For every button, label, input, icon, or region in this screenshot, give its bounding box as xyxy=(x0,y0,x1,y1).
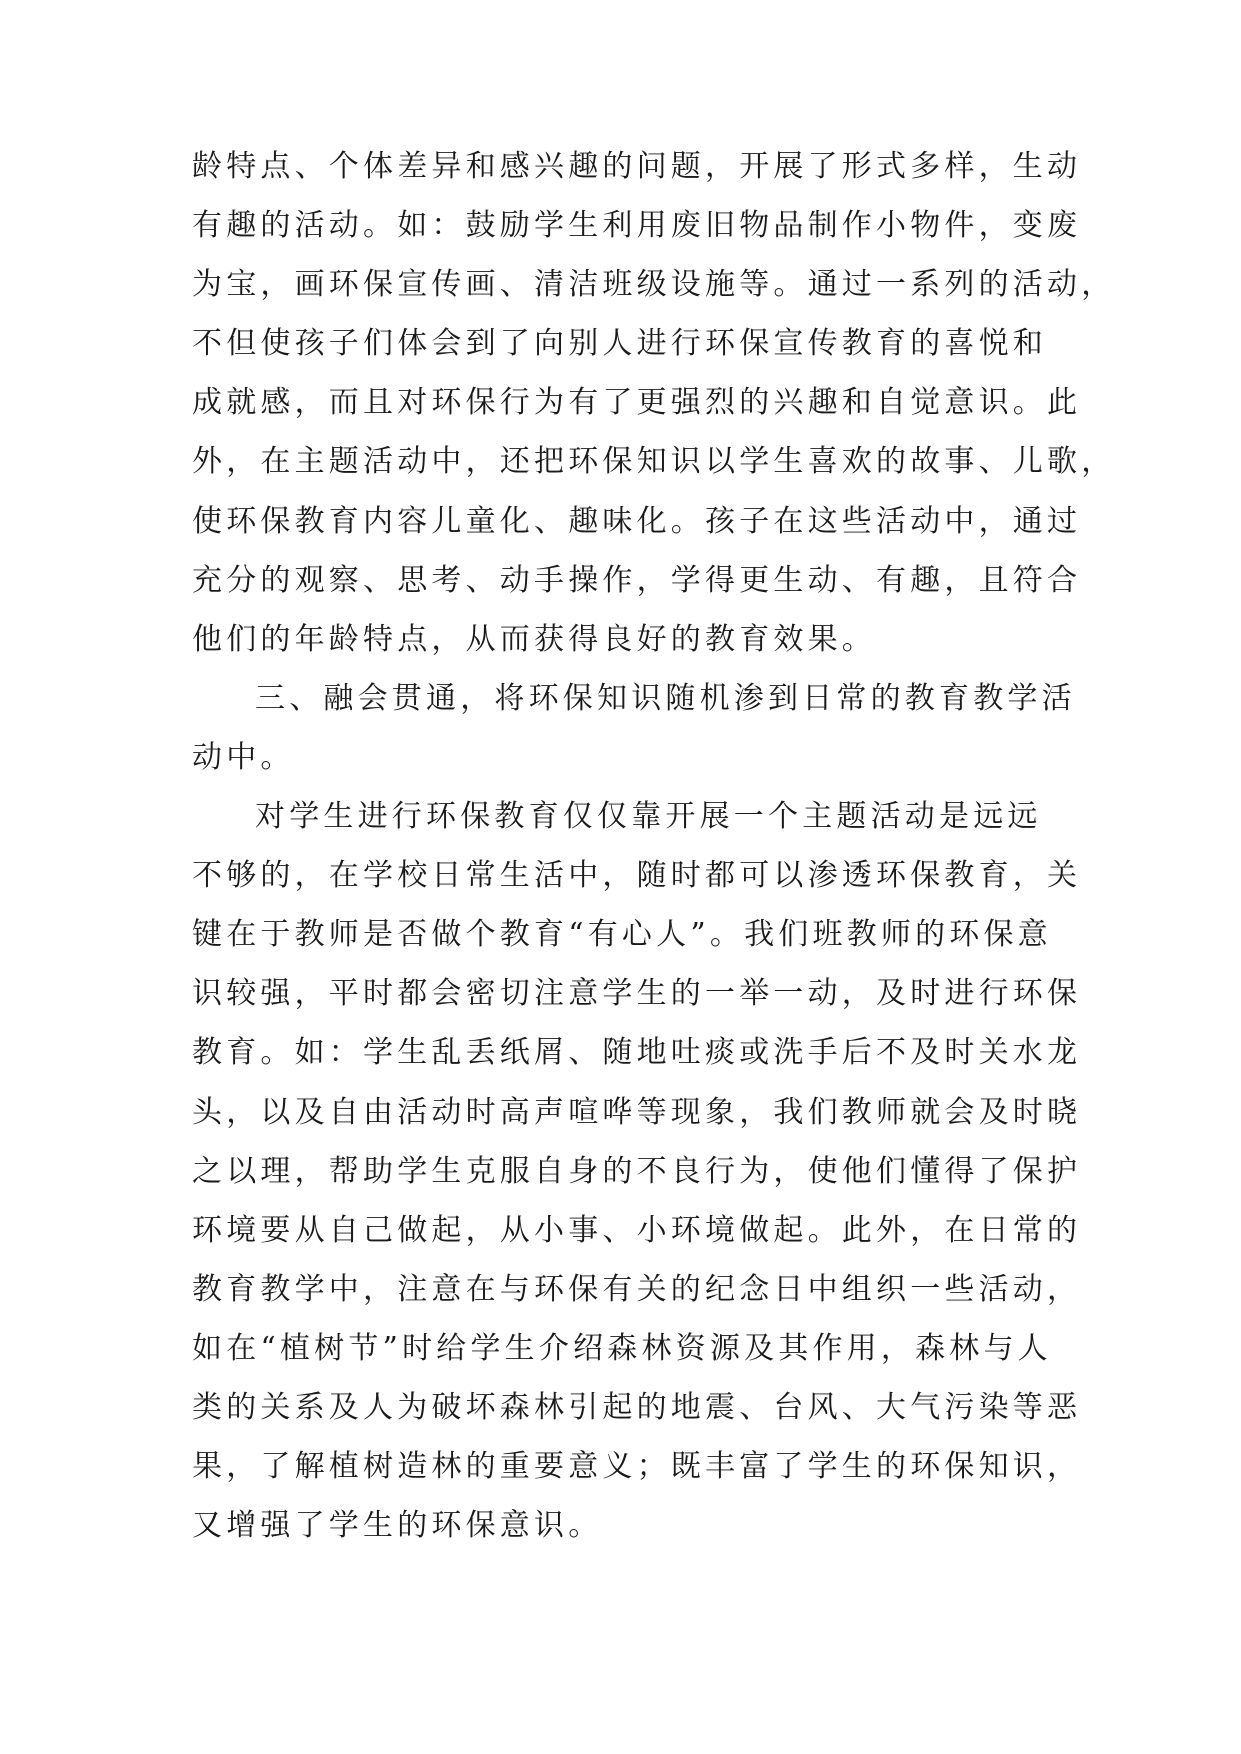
text-line: 如在“植树节”时给学生介绍森林资源及其作用，森林与人 xyxy=(192,1330,1052,1366)
text-line: 头，以及自由活动时高声喧哗等现象，我们教师就会及时晓 xyxy=(192,1094,1082,1130)
text-line: 不够的，在学校日常生活中，随时都可以渗透环保教育，关 xyxy=(192,858,1082,894)
paragraph-daily-education xyxy=(192,787,1082,1555)
text-line: 键在于教师是否做个教育“有心人”。我们班教师的环保意 xyxy=(192,917,1052,953)
text-line: 成就感，而且对环保行为有了更强烈的兴趣和自觉意识。此 xyxy=(192,385,1082,421)
text-line: 又增强了学生的环保意识。 xyxy=(192,1508,603,1544)
text-line: 使环保教育内容儿童化、趣味化。孩子在这些活动中，通过 xyxy=(192,503,1082,539)
text-line: 不但使孩子们体会到了向别人进行环保宣传教育的喜悦和 xyxy=(192,326,1047,362)
text-line: 果，了解植树造林的重要意义；既丰富了学生的环保知识， xyxy=(192,1449,1082,1485)
text-line: 为宝，画环保宣传画、清洁班级设施等。通过一系列的活动， xyxy=(192,267,1116,303)
text-line: 外，在主题活动中，还把环保知识以学生喜欢的故事、儿歌， xyxy=(192,444,1116,480)
text-line: 龄特点、个体差异和感兴趣的问题，开展了形式多样，生动 xyxy=(192,149,1082,184)
text-line: 有趣的活动。如：鼓励学生利用废旧物品制作小物件，变废 xyxy=(192,208,1082,244)
text-line: 他们的年龄特点，从而获得良好的教育效果。 xyxy=(192,621,876,657)
heading-line: 三、融会贯通，将环保知识随机渗到日常的教育教学活 xyxy=(255,680,1076,716)
text-line: 教育。如：学生乱丢纸屑、随地吐痰或洗手后不及时关水龙 xyxy=(192,1035,1082,1071)
text-line: 对学生进行环保教育仅仅靠开展一个主题活动是远远 xyxy=(255,799,1042,835)
section-heading-three xyxy=(192,669,1076,787)
paragraph-activities xyxy=(192,137,1116,669)
text-line: 教育教学中，注意在与环保有关的纪念日中组织一些活动， xyxy=(192,1271,1082,1307)
text-line: 识较强，平时都会密切注意学生的一举一动，及时进行环保 xyxy=(192,976,1082,1012)
text-line: 类的关系及人为破坏森林引起的地震、台风、大气污染等恶 xyxy=(192,1389,1082,1425)
text-line: 充分的观察、思考、动手操作，学得更生动、有趣，且符合 xyxy=(192,562,1082,598)
document-body xyxy=(192,137,1116,1555)
text-line: 之以理，帮助学生克服自身的不良行为，使他们懂得了保护 xyxy=(192,1153,1082,1189)
heading-line: 动中。 xyxy=(192,739,295,775)
text-line: 环境要从自己做起，从小事、小环境做起。此外，在日常的 xyxy=(192,1212,1082,1248)
